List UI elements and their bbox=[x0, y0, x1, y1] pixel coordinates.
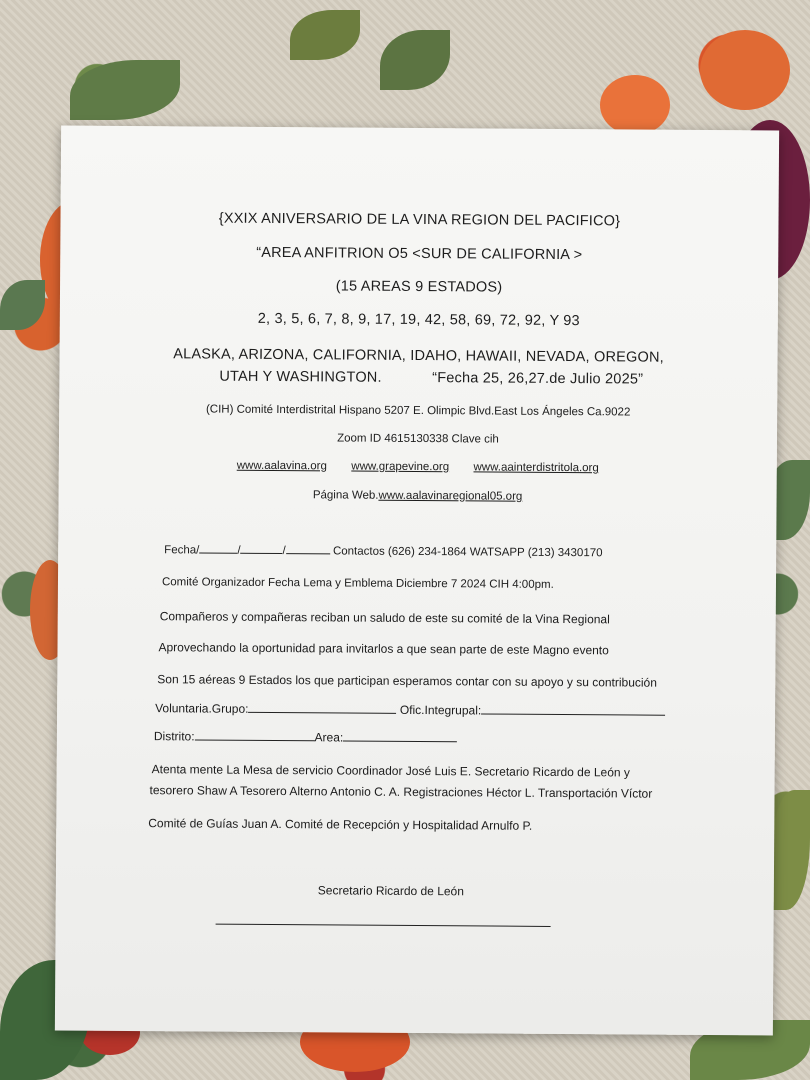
flower-decoration bbox=[700, 30, 790, 110]
link-aainterdistritola[interactable]: www.aainterdistritola.org bbox=[473, 461, 599, 475]
oficina-blank[interactable] bbox=[481, 701, 665, 715]
area-blank[interactable] bbox=[343, 728, 457, 742]
link-regional05[interactable]: www.aalavinaregional05.org bbox=[378, 489, 523, 503]
voluntaria-label: Voluntaria.Grupo: bbox=[155, 701, 249, 716]
leaf-decoration bbox=[290, 10, 360, 60]
flower-decoration bbox=[600, 75, 670, 135]
links-row bbox=[59, 458, 777, 475]
areas-list: 2, 3, 5, 6, 7, 8, 9, 17, 19, 42, 58, 69, 72, 92, Y 93 bbox=[257, 310, 580, 330]
title-line-2: “AREA ANFITRION O5 <SUR DE CALIFORNIA > bbox=[256, 244, 583, 264]
staff-line-3: Comité de Guías Juan A. Comité de Recepción y Hospitalidad Arnulfo P. bbox=[148, 816, 533, 833]
invitation-paragraph: Aprovechando la oportunidad para invitarlos a que sean parte de este Magno evento bbox=[158, 640, 609, 658]
flyer-paper bbox=[55, 126, 779, 1036]
leaf-decoration bbox=[0, 280, 45, 330]
leaf-decoration bbox=[380, 30, 450, 90]
link-aalavina[interactable]: www.aalavina.org bbox=[236, 459, 327, 473]
states-list-end: UTAH Y WASHINGTON. bbox=[219, 368, 382, 386]
signature-name: Secretario Ricardo de León bbox=[317, 883, 464, 899]
event-dates: “Fecha 25, 26,27.de Julio 2025” bbox=[432, 370, 644, 388]
distrito-row bbox=[154, 727, 457, 745]
link-grapevine[interactable]: www.grapevine.org bbox=[351, 460, 450, 474]
address-line: (CIH) Comité Interdistrital Hispano 5207 E. Olimpic Blvd.East Los Ángeles Ca.9022 bbox=[205, 403, 631, 419]
staff-line-1: Atenta mente La Mesa de servicio Coordinador José Luis E. Secretario Ricardo de León y bbox=[151, 762, 630, 780]
staff-line-2: tesorero Shaw A Tesorero Alterno Antonio C. A. Registraciones Héctor L. Transportación Víctor bbox=[149, 783, 653, 801]
leaf-decoration bbox=[770, 790, 810, 910]
voluntaria-row bbox=[155, 699, 665, 719]
states-line-2 bbox=[219, 369, 643, 388]
web-label: Página Web. bbox=[312, 489, 379, 502]
leaf-decoration bbox=[70, 60, 180, 120]
oficina-label: Ofic.Integrupal: bbox=[399, 702, 482, 718]
grupo-blank[interactable] bbox=[248, 700, 396, 714]
contacts-text: Contactos (626) 234-1864 WATSAPP (213) 3430170 bbox=[332, 545, 603, 560]
organizer-line: Comité Organizador Fecha Lema y Emblema Diciembre 7 2024 CIH 4:00pm. bbox=[161, 576, 554, 591]
greeting-paragraph: Compañeros y compañeras reciban un saludo de este su comité de la Vina Regional bbox=[159, 609, 610, 627]
web-page-line bbox=[59, 487, 777, 504]
signature-line bbox=[216, 924, 551, 927]
distrito-blank[interactable] bbox=[195, 727, 315, 741]
area-label: Area: bbox=[314, 730, 344, 745]
zoom-info: Zoom ID 4615130338 Clave cih bbox=[337, 432, 499, 446]
distrito-label: Distrito: bbox=[153, 729, 195, 744]
participation-paragraph: Son 15 aéreas 9 Estados los que participan esperamos contar con su apoyo y su contribución bbox=[157, 672, 657, 690]
fecha-contact-row: Fecha/ / / Contactos (626) 234-1864 WATSAPP (213) 3430170 bbox=[164, 540, 602, 559]
fecha-label: Fecha/ bbox=[164, 544, 200, 557]
states-line-1: ALASKA, ARIZONA, CALIFORNIA, IDAHO, HAWAII, NEVADA, OREGON, bbox=[173, 346, 664, 366]
title-line-3: (15 AREAS 9 ESTADOS) bbox=[335, 278, 503, 296]
title-line-1: {XXIX ANIVERSARIO DE LA VINA REGION DEL PACIFICO} bbox=[218, 210, 621, 230]
